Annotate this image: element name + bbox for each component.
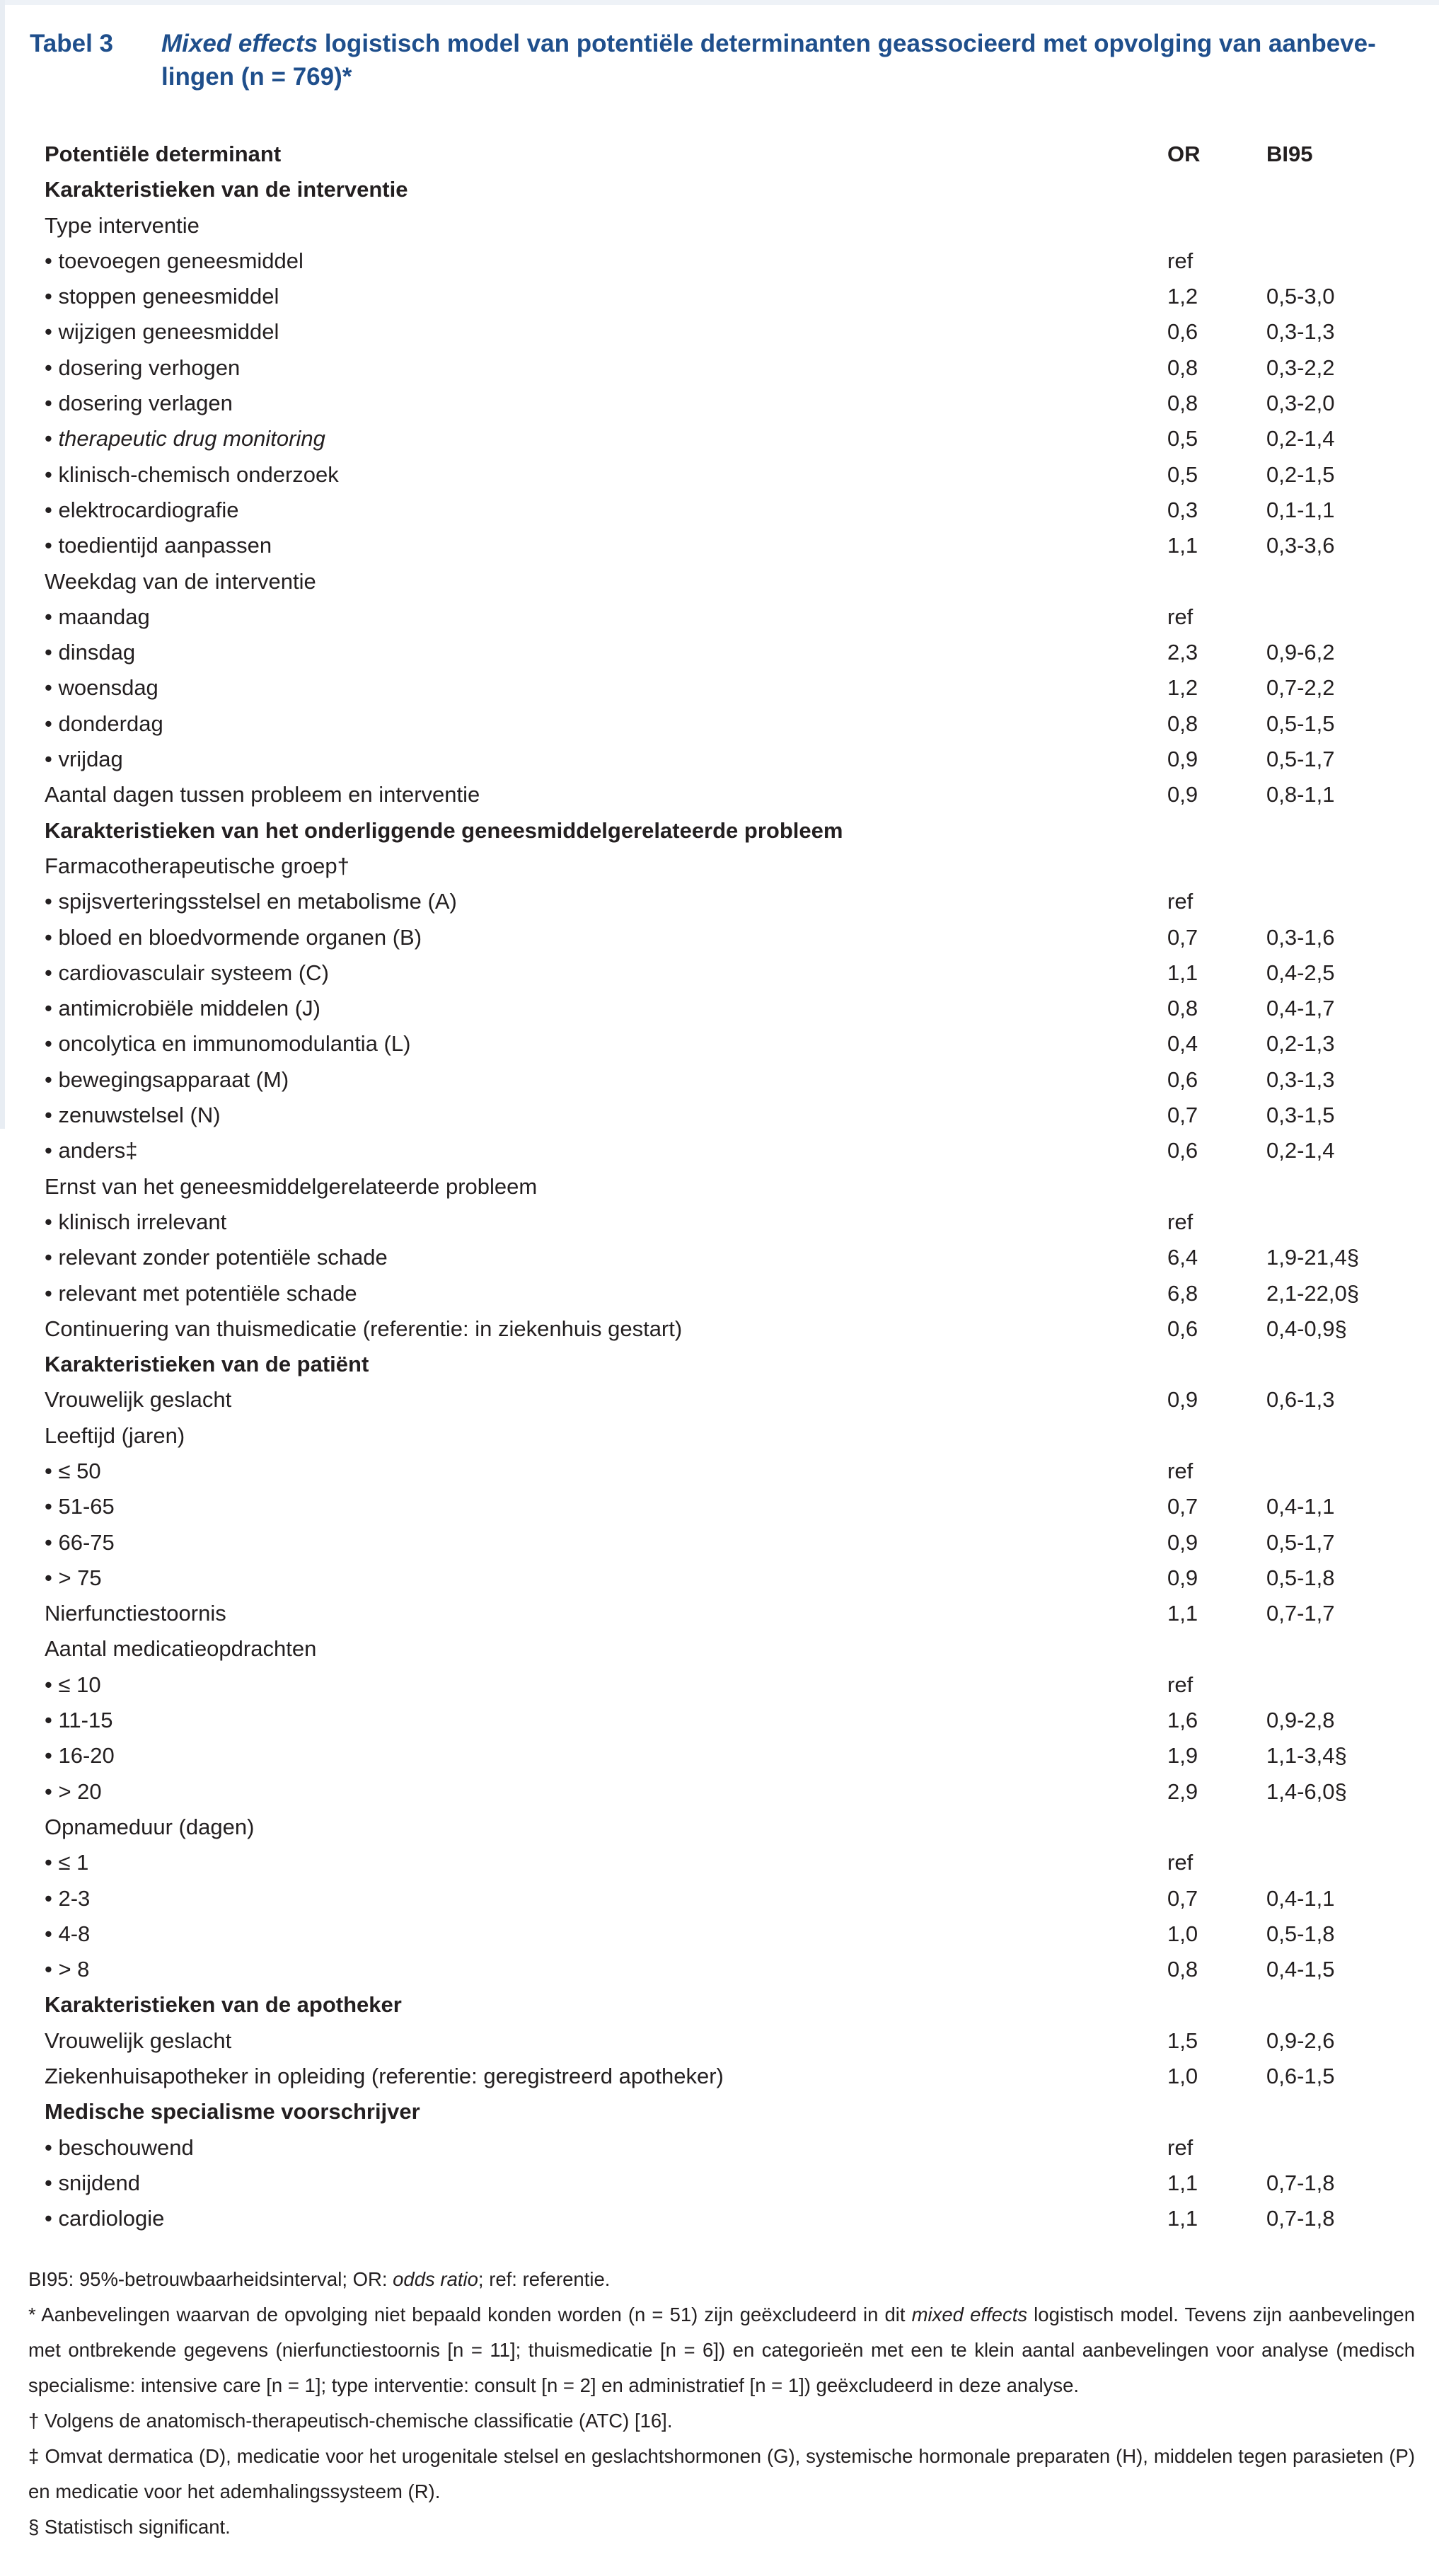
odds-ratio-cell: 0,6 [1167, 1138, 1198, 1163]
odds-ratio-cell: 0,8 [1167, 355, 1198, 380]
determinant-cell [45, 849, 349, 884]
table-header-row [45, 137, 1389, 172]
confidence-interval-cell: 0,9-2,8 [1266, 1708, 1335, 1733]
determinant-cell [45, 2130, 194, 2166]
section-row [45, 172, 1389, 207]
determinant-cell [45, 1204, 226, 1240]
odds-ratio-cell: 0,6 [1167, 1316, 1198, 1341]
table-row [45, 1596, 1389, 1631]
determinant-cell [45, 1703, 112, 1738]
determinant-text: • bloed en bloedvormende organen (B) [45, 924, 422, 950]
odds-ratio-cell: 1,1 [1167, 2170, 1198, 2195]
odds-ratio-cell: 0,8 [1167, 711, 1198, 736]
determinant-cell [45, 1987, 402, 2023]
table-footnotes [28, 2262, 1415, 2545]
determinant-cell [45, 421, 325, 456]
table-row [45, 1845, 1389, 1880]
odds-ratio-cell: 1,1 [1167, 533, 1198, 558]
confidence-interval-cell: 0,4-0,9§ [1266, 1316, 1347, 1341]
table-row [45, 1062, 1389, 1098]
determinant-cell [45, 1169, 537, 1204]
table-row [45, 991, 1389, 1026]
determinant-text: • vrijdag [45, 747, 123, 772]
determinant-cell [45, 1738, 115, 1773]
table-row [45, 1026, 1389, 1062]
determinant-text: • wijzigen geneesmiddel [45, 319, 279, 345]
left-edge-strip [0, 0, 5, 1129]
footnote-abbreviations [28, 2262, 1415, 2297]
determinant-cell [45, 172, 408, 207]
table-label: Tabel 3 [30, 30, 114, 57]
table-row [45, 635, 1389, 670]
determinant-text: Opnameduur (dagen) [45, 1814, 255, 1839]
table-row [45, 564, 1389, 599]
determinant-text: • dinsdag [45, 640, 136, 665]
determinant-text: Continuering van thuismedicatie (referentie: in ziekenhuis gestart) [45, 1316, 683, 1341]
footnote-text: logistisch model. Tevens zijn aanbevelingen met ontbrekende gegevens (nierfunctiestoornis [n = 11]; thuismedicatie [n = 6]) en categorieën met een te klein aantal aanbevelingen voor analyse (medisch specialisme: intensive care [n = 1]; type interventie: consult [n = 2] en administratief [n = 1]) geëxcludeerd in deze analyse. [28, 2304, 1416, 2396]
footnote-text-italic: mixed effects [911, 2304, 1028, 2325]
odds-ratio-cell: 2,9 [1167, 1778, 1198, 1804]
determinant-text: Karakteristieken van het onderliggende geneesmiddelgerelateerde probleem [45, 817, 843, 843]
odds-ratio-cell: 0,7 [1167, 1103, 1198, 1128]
odds-ratio-cell: 1,5 [1167, 2028, 1198, 2053]
table-row [45, 1204, 1389, 1240]
table-row [45, 706, 1389, 742]
confidence-interval-cell: 0,4-2,5 [1266, 960, 1335, 985]
table-row [45, 350, 1389, 386]
odds-ratio-cell: 2,3 [1167, 640, 1198, 665]
determinant-cell [45, 991, 320, 1026]
table-row [45, 1133, 1389, 1168]
odds-ratio-cell: 1,1 [1167, 960, 1198, 985]
table-row [45, 1240, 1389, 1275]
determinant-cell [45, 386, 233, 421]
table-row [45, 2201, 1389, 2236]
determinant-cell [45, 1347, 369, 1382]
odds-ratio-cell: 0,6 [1167, 1066, 1198, 1092]
determinant-text: • ≤ 1 [45, 1850, 89, 1875]
determinant-text: • 16-20 [45, 1743, 115, 1769]
odds-ratio-cell: ref [1167, 248, 1194, 273]
determinant-cell [45, 528, 272, 563]
determinant-cell [45, 742, 123, 777]
determinant-text: • oncolytica en immunomodulantia (L) [45, 1031, 411, 1057]
confidence-interval-cell: 0,4-1,7 [1266, 996, 1335, 1021]
determinant-cell [45, 1062, 289, 1098]
determinant-cell [45, 1631, 316, 1667]
determinant-cell [45, 243, 304, 279]
odds-ratio-cell: 0,9 [1167, 747, 1198, 772]
confidence-interval-cell: 0,5-1,5 [1266, 711, 1335, 736]
odds-ratio-cell: 1,0 [1167, 2064, 1198, 2089]
confidence-interval-cell: 0,3-1,3 [1266, 319, 1335, 345]
determinant-cell [45, 1916, 90, 1952]
determinant-text: Karakteristieken van de apotheker [45, 1992, 402, 2018]
determinant-cell [45, 2166, 140, 2201]
odds-ratio-cell: 0,4 [1167, 1031, 1198, 1057]
odds-ratio-cell: 1,1 [1167, 1601, 1198, 1626]
confidence-interval-cell: 0,3-3,6 [1266, 533, 1335, 558]
confidence-interval-cell: 1,4-6,0§ [1266, 1778, 1347, 1804]
determinant-text: Vrouwelijk geslacht [45, 2028, 232, 2053]
determinant-cell [45, 279, 279, 314]
determinant-text: • relevant met potentiële schade [45, 1280, 357, 1306]
table-row [45, 1454, 1389, 1489]
determinant-cell [45, 813, 843, 849]
determinant-text: • klinisch-chemisch onderzoek [45, 461, 339, 487]
determinant-cell [45, 1560, 102, 1596]
determinant-text: • 4-8 [45, 1921, 91, 1946]
determinant-text: Karakteristieken van de patiënt [45, 1352, 369, 1377]
odds-ratio-cell: 1,1 [1167, 2206, 1198, 2231]
determinant-cell [45, 493, 239, 528]
determinant-cell [45, 564, 316, 599]
odds-ratio-cell: 1,6 [1167, 1708, 1198, 1733]
footnote-text: BI95: 95%-betrouwbaarheidsinterval; OR: [28, 2268, 393, 2290]
determinant-text: • dosering verhogen [45, 355, 241, 380]
determinant-cell [45, 1845, 88, 1880]
determinant-text: Karakteristieken van de interventie [45, 177, 408, 202]
odds-ratio-cell: 0,5 [1167, 426, 1198, 452]
determinant-cell [45, 1098, 221, 1133]
footnote-double-dagger: ‡ Omvat dermatica (D), medicatie voor het urogenitale stelsel en geslachtshormonen (G), systemische hormonale preparaten (H), middelen tegen parasieten (P) en medicatie voor het ademhalingssysteem (R). [28, 2445, 1415, 2502]
confidence-interval-cell: 0,2-1,4 [1266, 426, 1335, 452]
determinant-text: • toevoegen geneesmiddel [45, 248, 304, 273]
confidence-interval-cell: 0,7-2,2 [1266, 675, 1335, 701]
determinant-text: Nierfunctiestoornis [45, 1601, 226, 1626]
header-determinant: Potentiële determinant [45, 142, 282, 166]
determinant-cell [45, 1525, 115, 1560]
odds-ratio-cell: 0,9 [1167, 1529, 1198, 1555]
determinant-cell [45, 1418, 185, 1454]
determinant-cell [45, 599, 150, 635]
determinant-text: • antimicrobiële middelen (J) [45, 996, 320, 1021]
table-row [45, 1952, 1389, 1987]
table-title-italic: Mixed effects [161, 30, 318, 57]
table-row [45, 1098, 1389, 1133]
determinant-text: • dosering verlagen [45, 391, 233, 416]
determinant-cell [45, 1311, 682, 1347]
odds-ratio-cell: 0,9 [1167, 1387, 1198, 1413]
confidence-interval-cell: 0,3-2,2 [1266, 355, 1335, 380]
confidence-interval-cell: 0,8-1,1 [1266, 782, 1335, 807]
determinant-cell [45, 670, 158, 706]
table-row [45, 1810, 1389, 1845]
determinant-cell [45, 2059, 724, 2094]
confidence-interval-cell: 0,3-1,5 [1266, 1103, 1335, 1128]
determinant-text: • donderdag [45, 711, 163, 736]
determinant-text: • 51-65 [45, 1494, 115, 1519]
confidence-interval-cell: 0,5-3,0 [1266, 284, 1335, 309]
determinant-text: • snijdend [45, 2170, 140, 2195]
table-row [45, 314, 1389, 350]
determinant-text: Weekdag van de interventie [45, 568, 316, 594]
determinant-text: Ziekenhuisapotheker in opleiding (referentie: geregistreerd apotheker) [45, 2064, 724, 2089]
table-row [45, 884, 1389, 919]
determinant-cell [45, 457, 339, 493]
confidence-interval-cell: 0,7-1,7 [1266, 1601, 1335, 1626]
confidence-interval-cell: 0,1-1,1 [1266, 497, 1335, 522]
table-row [45, 1881, 1389, 1916]
determinant-text-italic: therapeutic drug monitoring [58, 426, 325, 452]
table-row [45, 2130, 1389, 2166]
odds-ratio-cell: 0,3 [1167, 497, 1198, 522]
odds-ratio-cell: ref [1167, 1850, 1194, 1875]
determinant-cell [45, 2201, 164, 2236]
determinant-text: • cardiovasculair systeem (C) [45, 960, 329, 985]
table-row [45, 2023, 1389, 2059]
confidence-interval-cell: 0,5-1,8 [1266, 1921, 1335, 1946]
confidence-interval-cell: 0,2-1,5 [1266, 461, 1335, 487]
determinant-text: • klinisch irrelevant [45, 1209, 227, 1234]
odds-ratio-cell: 0,8 [1167, 996, 1198, 1021]
footnote-text-italic: odds ratio [393, 2268, 478, 2290]
table-row [45, 1631, 1389, 1667]
footnote-dagger: † Volgens de anatomisch-therapeutisch-chemische classificatie (ATC) [16]. [28, 2410, 673, 2432]
determinant-text: Farmacotherapeutische groep† [45, 853, 349, 878]
determinant-cell [45, 1667, 101, 1703]
determinant-text: • > 20 [45, 1778, 102, 1804]
confidence-interval-cell: 0,4-1,5 [1266, 1957, 1335, 1982]
determinant-text: • 2-3 [45, 1885, 91, 1911]
odds-ratio-cell: ref [1167, 604, 1194, 629]
table-row [45, 2166, 1389, 2201]
confidence-interval-cell: 0,6-1,3 [1266, 1387, 1335, 1413]
table-row [45, 208, 1389, 243]
table-row [45, 849, 1389, 884]
confidence-interval-cell: 0,3-1,3 [1266, 1066, 1335, 1092]
determinant-cell [45, 314, 279, 350]
odds-ratio-cell: 0,5 [1167, 461, 1198, 487]
confidence-interval-cell: 0,7-1,8 [1266, 2170, 1335, 2195]
confidence-interval-cell: 0,4-1,1 [1266, 1885, 1335, 1911]
determinant-text: • ≤ 50 [45, 1458, 101, 1483]
determinant-cell [45, 1382, 231, 1418]
table-row [45, 1382, 1389, 1418]
odds-ratio-cell: 1,9 [1167, 1743, 1198, 1769]
section-row [45, 2094, 1389, 2129]
top-edge-strip [0, 0, 1439, 5]
table-row [45, 1525, 1389, 1560]
determinant-cell [45, 1810, 254, 1845]
determinant-cell [45, 2094, 420, 2129]
determinant-text: Aantal dagen tussen probleem en interventie [45, 782, 480, 807]
odds-ratio-cell: ref [1167, 1209, 1194, 1234]
table-row [45, 670, 1389, 706]
confidence-interval-cell: 0,2-1,3 [1266, 1031, 1335, 1057]
confidence-interval-cell: 0,5-1,8 [1266, 1565, 1335, 1590]
table-row [45, 457, 1389, 493]
determinant-cell [45, 1881, 90, 1916]
confidence-interval-cell: 0,5-1,7 [1266, 747, 1335, 772]
determinant-text: • beschouwend [45, 2134, 194, 2160]
section-row [45, 813, 1389, 849]
odds-ratio-cell: 0,7 [1167, 924, 1198, 950]
determinant-cell [45, 635, 135, 670]
odds-ratio-cell: ref [1167, 889, 1194, 914]
determinant-cell [45, 350, 240, 386]
table-row [45, 386, 1389, 421]
determinant-text: • maandag [45, 604, 150, 629]
determinant-text: • zenuwstelsel (N) [45, 1103, 221, 1128]
determinant-cell [45, 1774, 102, 1810]
table-row [45, 1667, 1389, 1703]
table-row [45, 920, 1389, 955]
determinant-text: • anders‡ [45, 1138, 138, 1163]
determinant-text: • bewegingsapparaat (M) [45, 1066, 289, 1092]
odds-ratio-cell: ref [1167, 2134, 1194, 2160]
table-row [45, 1311, 1389, 1347]
confidence-interval-cell: 1,9-21,4§ [1266, 1245, 1359, 1270]
determinant-text: • 66-75 [45, 1529, 115, 1555]
confidence-interval-cell: 0,9-6,2 [1266, 640, 1335, 665]
table-title-rest: logistisch model van potentiële determinanten geassocieerd met opvolging van aanbeve-lingen (n = 769)* [161, 30, 1376, 91]
determinant-cell [45, 1240, 388, 1275]
determinant-text: • elektrocardiografie [45, 497, 239, 522]
determinant-text: • woensdag [45, 675, 158, 701]
confidence-interval-cell: 0,2-1,4 [1266, 1138, 1335, 1163]
determinant-cell [45, 777, 480, 812]
table-body [45, 172, 1389, 2236]
confidence-interval-cell: 0,5-1,7 [1266, 1529, 1335, 1555]
regression-table [45, 137, 1389, 2237]
table-row [45, 2059, 1389, 2094]
determinant-cell [45, 920, 422, 955]
table-row [45, 1276, 1389, 1311]
table-row [45, 599, 1389, 635]
odds-ratio-cell: 0,9 [1167, 782, 1198, 807]
determinant-text: Type interventie [45, 212, 200, 238]
determinant-text: Aantal medicatieopdrachten [45, 1636, 317, 1662]
determinant-text: Medische specialisme voorschrijver [45, 2099, 420, 2124]
table-row [45, 279, 1389, 314]
confidence-interval-cell: 0,4-1,1 [1266, 1494, 1335, 1519]
odds-ratio-cell: 0,7 [1167, 1494, 1198, 1519]
determinant-cell [45, 208, 200, 243]
determinant-cell [45, 2023, 231, 2059]
section-row [45, 1987, 1389, 2023]
determinant-text: • spijsverteringsstelsel en metabolisme (A) [45, 889, 457, 914]
confidence-interval-cell: 2,1-22,0§ [1266, 1280, 1359, 1306]
odds-ratio-cell: 1,0 [1167, 1921, 1198, 1946]
determinant-text: • stoppen geneesmiddel [45, 284, 279, 309]
table-row [45, 493, 1389, 528]
determinant-text: Vrouwelijk geslacht [45, 1387, 232, 1413]
confidence-interval-cell: 0,3-2,0 [1266, 391, 1335, 416]
determinant-cell [45, 884, 457, 919]
table-row [45, 1738, 1389, 1773]
confidence-interval-cell: 0,6-1,5 [1266, 2064, 1335, 2089]
determinant-text: • cardiologie [45, 2206, 165, 2231]
footnote-asterisk [28, 2297, 1415, 2403]
table-row [45, 1489, 1389, 1524]
odds-ratio-cell: 1,2 [1167, 284, 1198, 309]
table-row [45, 1774, 1389, 1810]
determinant-text: • ≤ 10 [45, 1672, 101, 1697]
table-row [45, 1916, 1389, 1952]
determinant-cell [45, 1026, 410, 1062]
header-ci: BI95 [1266, 142, 1313, 166]
odds-ratio-cell: 0,6 [1167, 319, 1198, 345]
table-row [45, 1703, 1389, 1738]
odds-ratio-cell: 1,2 [1167, 675, 1198, 701]
determinant-text: Leeftijd (jaren) [45, 1422, 185, 1448]
table-row [45, 742, 1389, 777]
confidence-interval-cell: 0,9-2,6 [1266, 2028, 1335, 2053]
determinant-text: Ernst van het geneesmiddelgerelateerde probleem [45, 1173, 538, 1199]
determinant-cell [45, 1952, 89, 1987]
table-row [45, 777, 1389, 812]
section-row [45, 1347, 1389, 1382]
determinant-cell [45, 1276, 357, 1311]
header-or: OR [1167, 142, 1201, 166]
confidence-interval-cell: 0,7-1,8 [1266, 2206, 1335, 2231]
odds-ratio-cell: ref [1167, 1672, 1194, 1697]
footnote-text: ; ref: referentie. [478, 2268, 611, 2290]
table-row [45, 1169, 1389, 1204]
odds-ratio-cell: 6,8 [1167, 1280, 1198, 1306]
odds-ratio-cell: 0,8 [1167, 391, 1198, 416]
determinant-cell [45, 706, 163, 742]
determinant-cell [45, 1596, 226, 1631]
odds-ratio-cell: 0,8 [1167, 1957, 1198, 1982]
confidence-interval-cell: 0,3-1,6 [1266, 924, 1335, 950]
footnote-text: * Aanbevelingen waarvan de opvolging niet bepaald konden worden (n = 51) zijn geëxcludeerd in dit [28, 2304, 912, 2325]
table-title [161, 27, 1421, 93]
determinant-cell [45, 1454, 101, 1489]
odds-ratio-cell: ref [1167, 1458, 1194, 1483]
table-row [45, 1560, 1389, 1596]
determinant-cell [45, 955, 329, 991]
footnote-section: § Statistisch significant. [28, 2516, 231, 2538]
confidence-interval-cell: 1,1-3,4§ [1266, 1743, 1347, 1769]
table-row [45, 243, 1389, 279]
table-row [45, 1418, 1389, 1454]
table-row [45, 955, 1389, 991]
odds-ratio-cell: 0,7 [1167, 1885, 1198, 1911]
table-row [45, 421, 1389, 456]
determinant-text: • > 8 [45, 1957, 90, 1982]
determinant-text: • toedientijd aanpassen [45, 533, 272, 558]
determinant-cell [45, 1489, 115, 1524]
determinant-text: • [45, 426, 59, 452]
odds-ratio-cell: 0,9 [1167, 1565, 1198, 1590]
odds-ratio-cell: 6,4 [1167, 1245, 1198, 1270]
determinant-cell [45, 1133, 138, 1168]
determinant-text: • 11-15 [45, 1708, 113, 1733]
determinant-text: • > 75 [45, 1565, 102, 1590]
determinant-text: • relevant zonder potentiële schade [45, 1245, 388, 1270]
table-row [45, 528, 1389, 563]
